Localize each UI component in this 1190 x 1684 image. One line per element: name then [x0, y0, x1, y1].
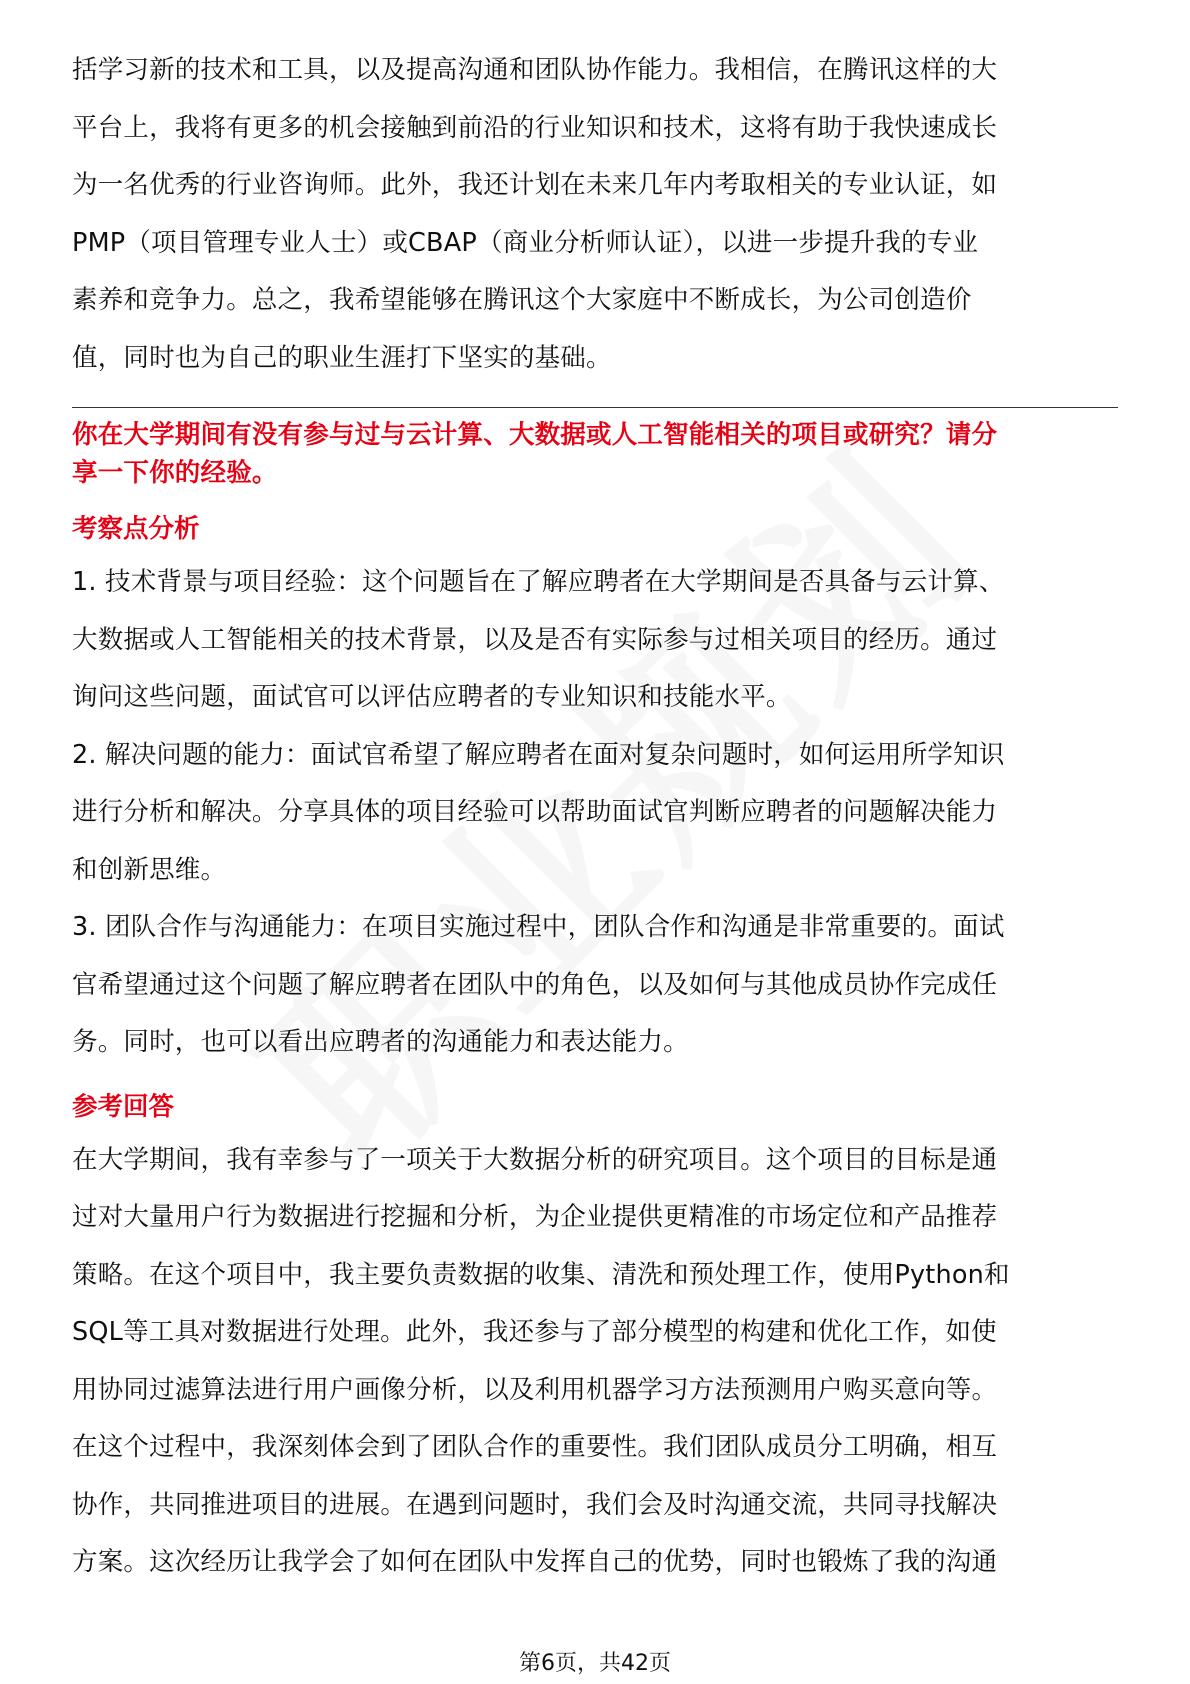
analysis-title: 考察点分析: [72, 514, 200, 544]
analysis-item: [72, 899, 1118, 1072]
analysis-line: 询问这些问题，面试官可以评估应聘者的专业知识和技能水平。: [72, 682, 792, 712]
question-line: 享一下你的经验。: [72, 458, 278, 488]
analysis-item: [72, 727, 1118, 900]
answer-line: 协作，共同推进项目的进展。在遇到问题时，我们会及时沟通交流，共同寻找解决: [72, 1489, 998, 1520]
document-page: [72, 42, 1118, 1592]
intro-line: 括学习新的技术和工具，以及提高沟通和团队协作能力。我相信，在腾讯这样的大: [72, 55, 998, 85]
analysis-list: [72, 554, 1118, 1072]
answer-line: 在这个过程中，我深刻体会到了团队合作的重要性。我们团队成员分工明确，相互: [72, 1432, 998, 1462]
intro-line: 平台上，我将有更多的机会接触到前沿的行业知识和技术，这将有助于我快速成长: [72, 112, 998, 143]
answer-line: 过对大量用户行为数据进行挖掘和分析，为企业提供更精准的市场定位和产品推荐: [72, 1202, 998, 1232]
intro-line: PMP（项目管理专业人士）或CBAP（商业分析师认证），以进一步提升我的专业: [72, 227, 979, 258]
analysis-item: [72, 554, 1118, 727]
question-line: 你在大学期间有没有参与过与云计算、大数据或人工智能相关的项目或研究？请分: [72, 420, 998, 450]
intro-paragraph: [72, 42, 1118, 387]
section-divider: [72, 407, 1118, 408]
page-number: 第6页，共42页: [519, 1651, 671, 1676]
answer-line: 方案。这次经历让我学会了如何在团队中发挥自己的优势，同时也锻炼了我的沟通: [72, 1547, 998, 1577]
answer-line: SQL等工具对数据进行处理。此外，我还参与了部分模型的构建和优化工作，如使: [72, 1317, 997, 1347]
analysis-line: 进行分析和解决。分享具体的项目经验可以帮助面试官判断应聘者的问题解决能力: [72, 797, 998, 827]
analysis-line: 官希望通过这个问题了解应聘者在团队中的角色，以及如何与其他成员协作完成任: [72, 969, 998, 1000]
question-heading: [72, 416, 1118, 492]
answer-line: 策略。在这个项目中，我主要负责数据的收集、清洗和预处理工作，使用Python和: [72, 1259, 1010, 1290]
answer-line: 在大学期间，我有幸参与了一项关于大数据分析的研究项目。这个项目的目标是通: [72, 1144, 998, 1175]
analysis-line: 大数据或人工智能相关的技术背景，以及是否有实际参与过相关项目的经历。通过: [72, 624, 998, 655]
analysis-line: 和创新思维。: [72, 854, 227, 885]
answer-line: 用协同过滤算法进行用户画像分析，以及利用机器学习方法预测用户购买意向等。: [72, 1374, 998, 1405]
analysis-line: 1. 技术背景与项目经验：这个问题旨在了解应聘者在大学期间是否具备与云计算、: [72, 567, 1005, 597]
intro-line: 值，同时也为自己的职业生涯打下坚实的基础。: [72, 342, 612, 373]
analysis-line: 务。同时，也可以看出应聘者的沟通能力和表达能力。: [72, 1027, 689, 1057]
answer-title: 参考回答: [72, 1091, 175, 1122]
analysis-line: 3. 团队合作与沟通能力：在项目实施过程中，团队合作和沟通是非常重要的。面试: [72, 912, 1005, 942]
analysis-line: 2. 解决问题的能力：面试官希望了解应聘者在面对复杂问题时，如何运用所学知识: [72, 739, 1005, 770]
intro-line: 素养和竞争力。总之，我希望能够在腾讯这个大家庭中不断成长，为公司创造价: [72, 285, 972, 315]
answer-paragraph: [72, 1132, 1118, 1592]
intro-line: 为一名优秀的行业咨询师。此外，我还计划在未来几年内考取相关的专业认证，如: [72, 170, 998, 200]
